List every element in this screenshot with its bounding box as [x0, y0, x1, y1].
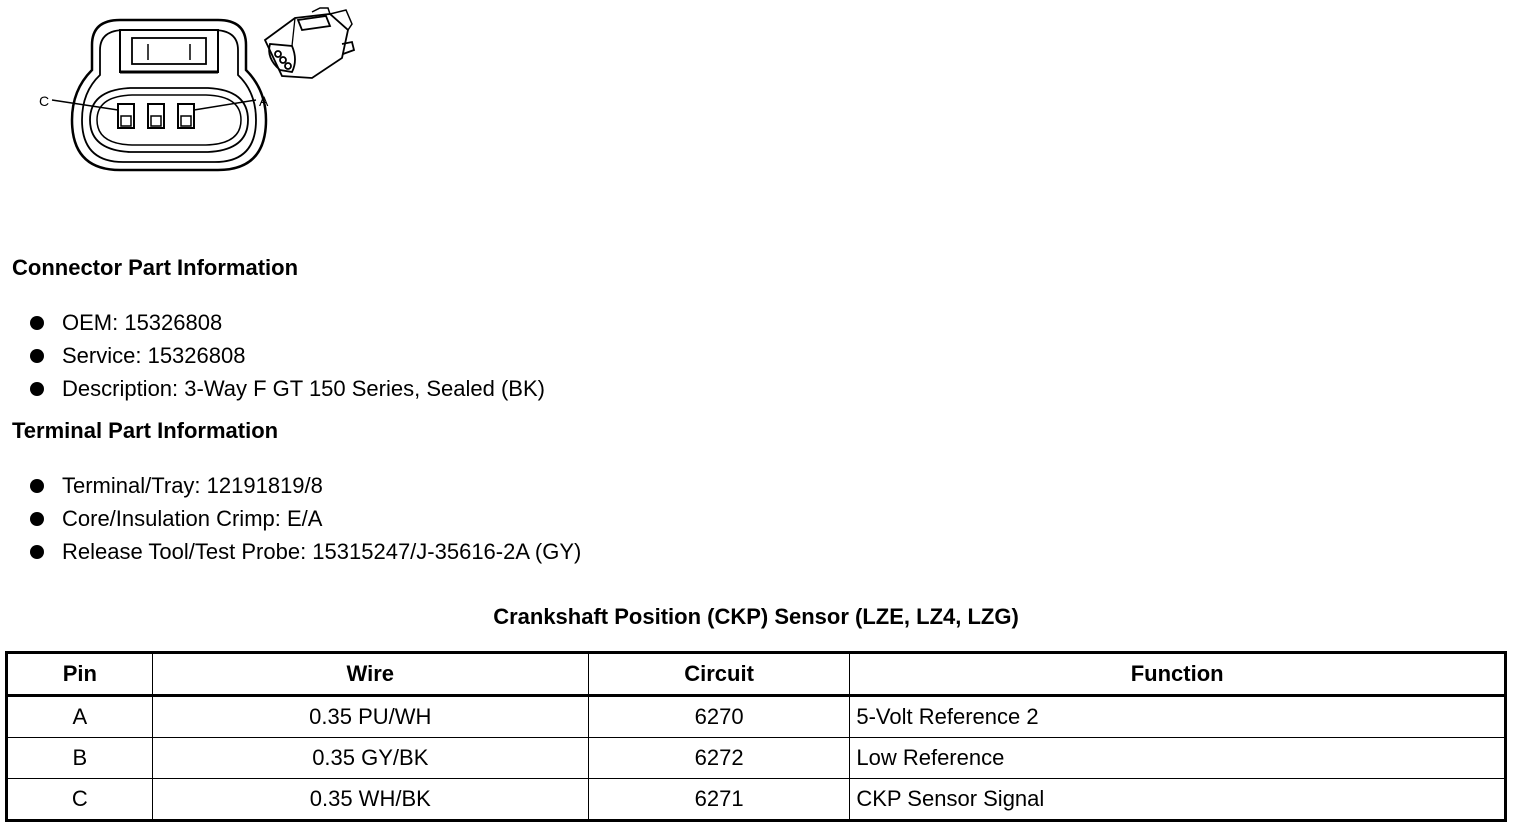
list-item [28, 535, 581, 568]
bullet-icon [30, 316, 44, 330]
service-part-number: Service: 15326808 [62, 343, 246, 368]
terminal-part-info-list [28, 469, 581, 568]
list-item [28, 306, 545, 339]
terminal-tray: Terminal/Tray: 12191819/8 [62, 473, 323, 498]
pin-cell: C [7, 779, 153, 821]
pin-label-a: A [259, 93, 269, 109]
function-cell: Low Reference [850, 738, 1506, 779]
list-item [28, 372, 545, 405]
connector-part-info-heading: Connector Part Information [12, 255, 299, 280]
connector-description: Description: 3-Way F GT 150 Series, Sealed (BK) [62, 376, 545, 401]
connector-part-info-list [28, 306, 545, 405]
oem-part-number: OEM: 15326808 [62, 310, 223, 335]
list-item [28, 339, 545, 372]
table-row [7, 696, 1506, 738]
release-tool-test-probe: Release Tool/Test Probe: 15315247/J-35616-2A (GY) [62, 539, 582, 564]
pin-cell: A [7, 696, 153, 738]
pinout-table [5, 651, 1507, 822]
circuit-cell: 6270 [588, 696, 850, 738]
table-row [7, 779, 1506, 821]
bullet-icon [30, 545, 44, 559]
connector-3d-view [265, 8, 354, 78]
pin-label-c: C [39, 93, 50, 109]
function-cell: 5-Volt Reference 2 [850, 696, 1506, 738]
table-title: Crankshaft Position (CKP) Sensor (LZE, LZ4, LZG) [493, 604, 1019, 629]
circuit-cell: 6272 [588, 738, 850, 779]
bullet-icon [30, 479, 44, 493]
terminal-part-info-heading: Terminal Part Information [12, 418, 279, 443]
list-item [28, 502, 581, 535]
core-insulation-crimp: Core/Insulation Crimp: E/A [62, 506, 323, 531]
table-row [7, 738, 1506, 779]
column-header-pin: Pin [7, 653, 153, 696]
wire-cell: 0.35 WH/BK [152, 779, 588, 821]
wire-cell: 0.35 PU/WH [152, 696, 588, 738]
connector-face-view [52, 20, 266, 170]
bullet-icon [30, 512, 44, 526]
function-cell: CKP Sensor Signal [850, 779, 1506, 821]
bullet-icon [30, 349, 44, 363]
column-header-circuit: Circuit [588, 653, 850, 696]
column-header-wire: Wire [152, 653, 588, 696]
column-header-function: Function [850, 653, 1506, 696]
connector-diagram [30, 0, 370, 200]
bullet-icon [30, 382, 44, 396]
circuit-cell: 6271 [588, 779, 850, 821]
table-header-row [7, 653, 1506, 696]
list-item [28, 469, 581, 502]
wire-cell: 0.35 GY/BK [152, 738, 588, 779]
pin-cell: B [7, 738, 153, 779]
